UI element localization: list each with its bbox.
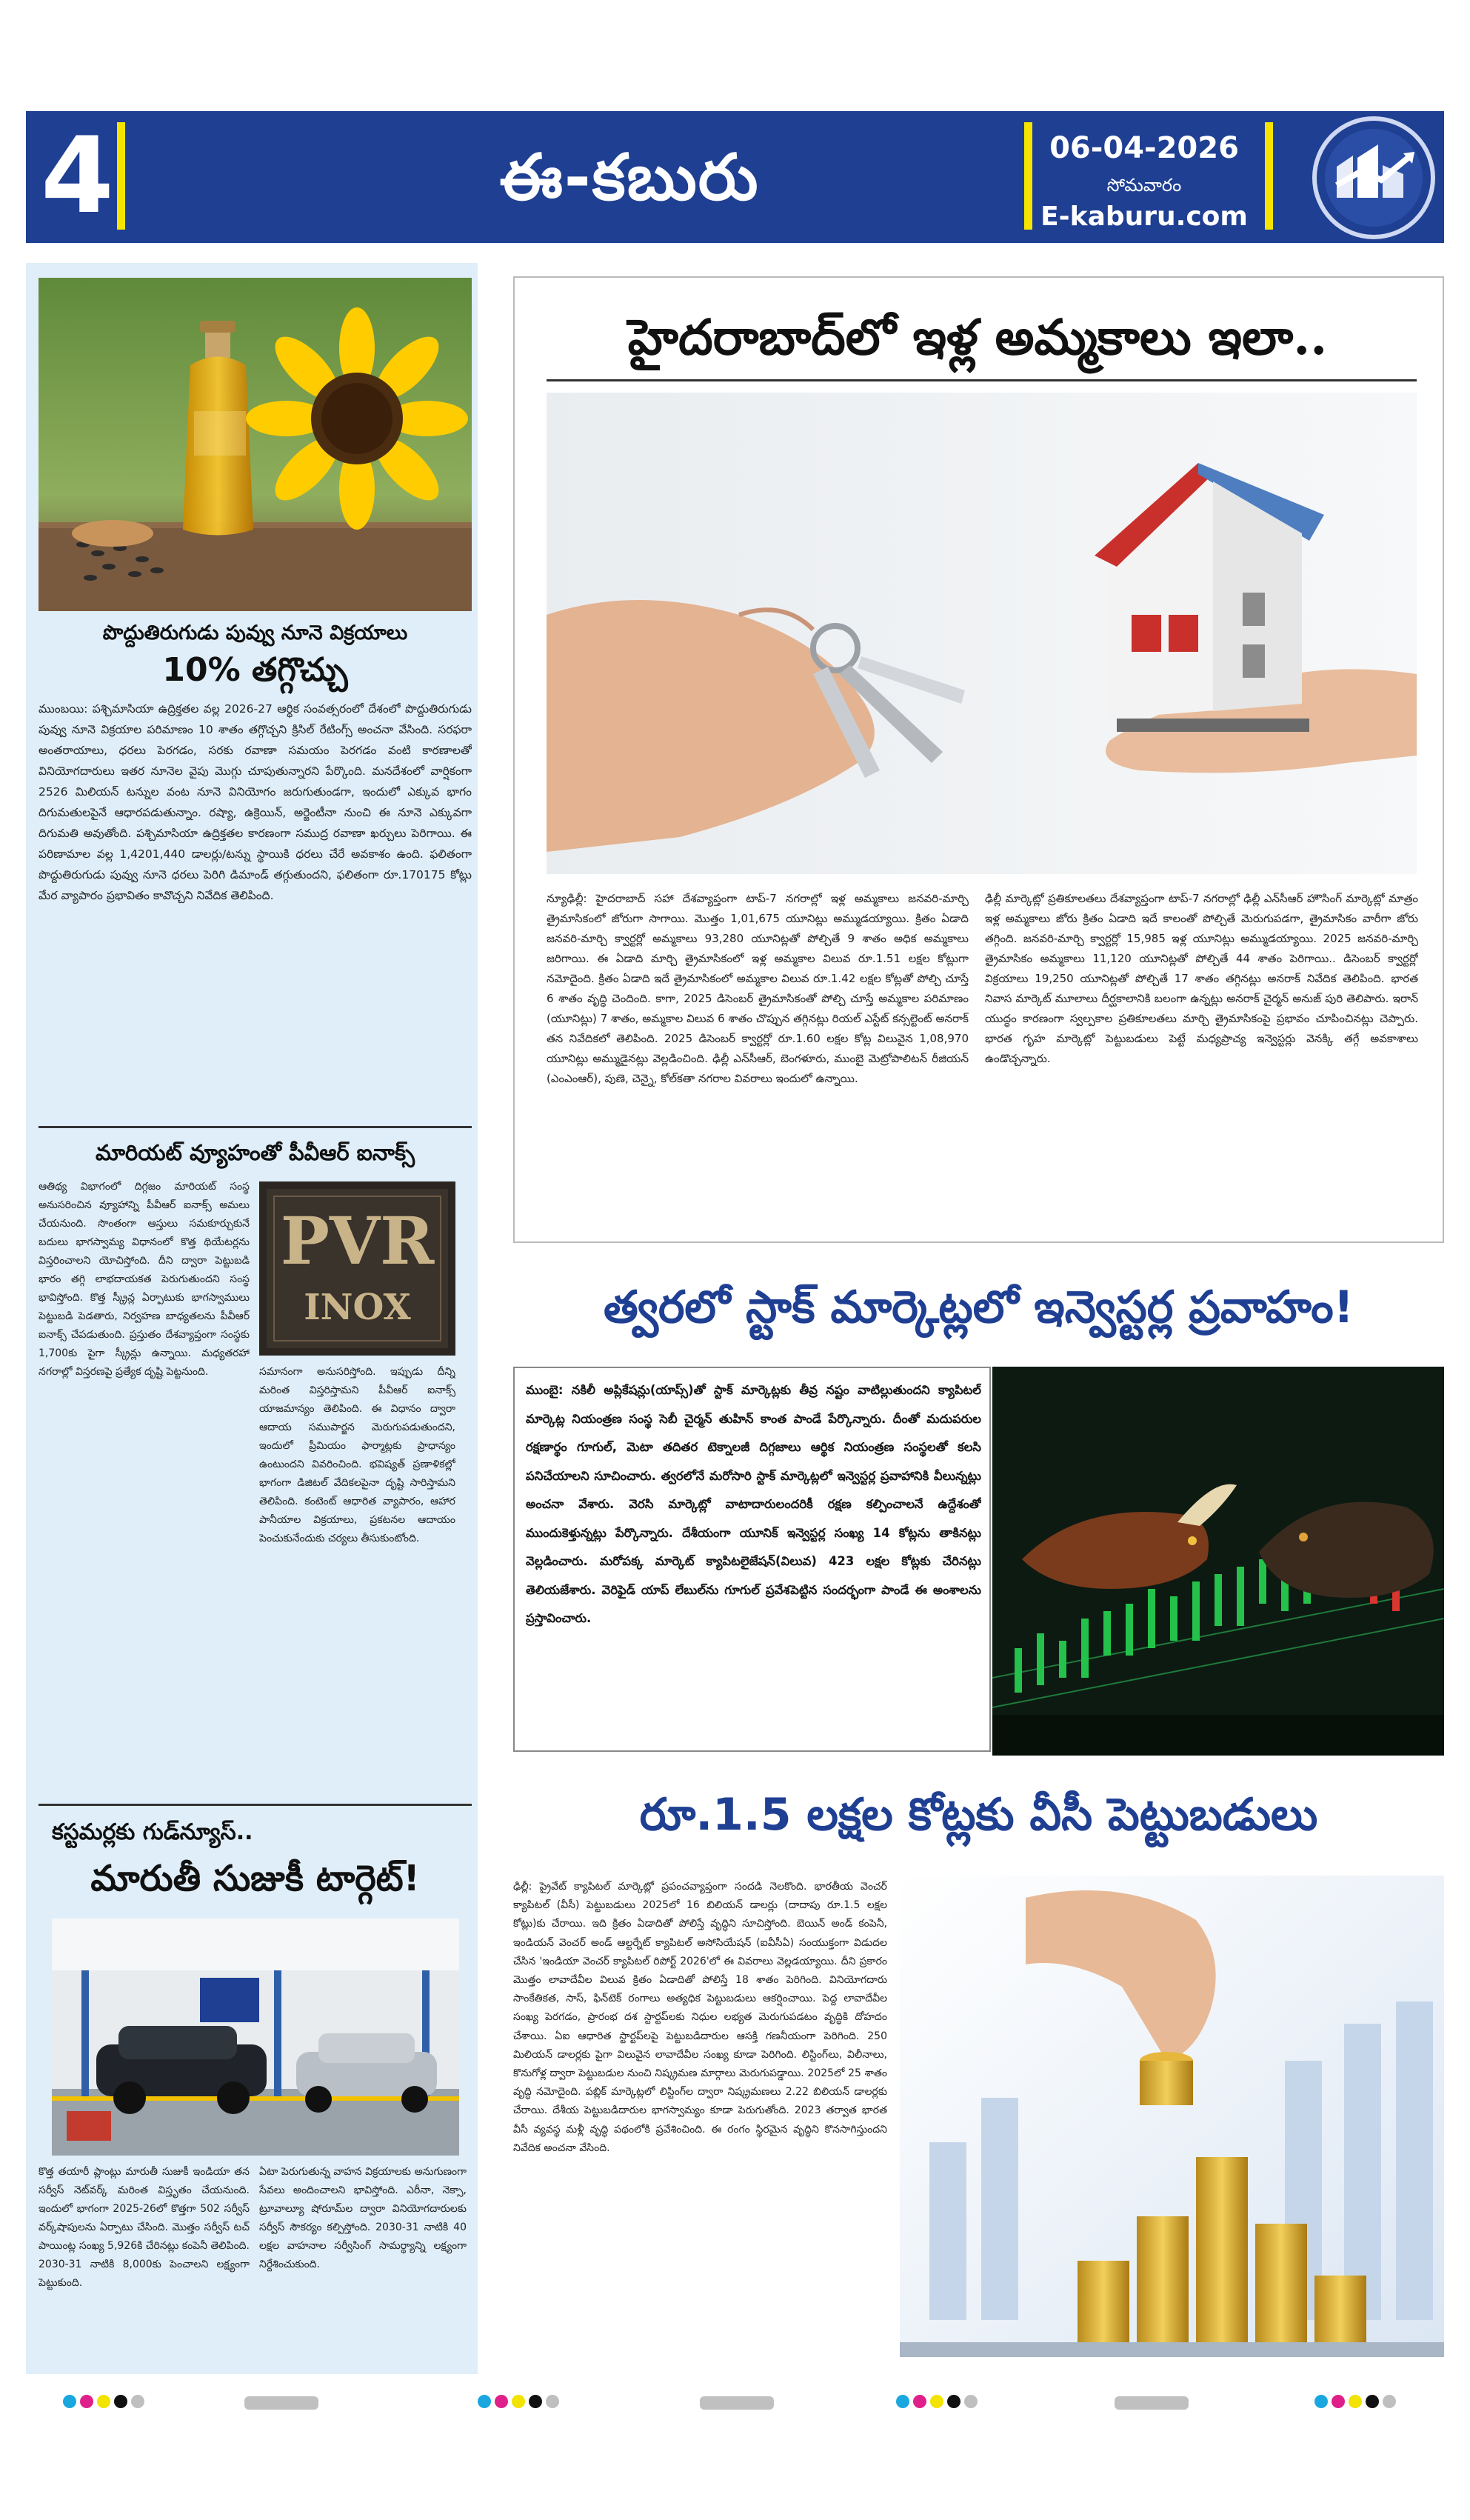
print-mark-magenta [495, 2395, 508, 2408]
print-mark-black [947, 2395, 960, 2408]
maruti-headline: మారుతీ సుజుకీ టార్గెట్! [90, 1858, 420, 1899]
housing-article-body-left: న్యూఢిల్లీ: హైదరాబాద్ సహా దేశవ్యాప్తంగా టాప్-7 నగరాల్లో ఇళ్ల అమ్మకాలు జనవరి-మార్చి త్రైమాసికంలో జోరుగా సాగాయి. మొత్తం 1,01,675 యూనిట్లు అమ్ముడయ్యాయి. క్రితం ఏడాది జనవరి-మార్చి క్వార్టర్లో అమ్మకాలు 93,280 యూనిట్లతో పోల్చితే 9 శాతం అధిక అమ్మకాలు జరిగాయి. ఈ ఏడాది మార్చి త్రైమాసికంలో ఇళ్ల అమ్మకాల విలువ రూ.1.51 లక్షల కోట్లుగా నమోదైంది. క్రితం ఏడాది ఇదే త్రైమాసికంలో అమ్మకాల విలువ రూ.1.42 లక్షల కోట్లతో పోల్చి చూస్తే 6 శాతం వృద్ధి చెందింది. కాగా, 2025 డిసెంబర్ త్రైమాసికంతో పోల్చి చూస్తే అమ్మకాల పరిమాణం (యూనిట్లు) 7 శాతం, అమ్మకాల విలువ 6 శాతం చొప్పున తగ్గినట్లు రియల్ ఎస్టేట్ కన్సల్టెంట్ అనరాక్ తన నివేదికలో తెలిపింది. 2025 డిసెంబర్ క్వార్టర్లో రూ.1.60 లక్షల కోట్ల విలువైన 1,08,970 యూనిట్లు అమ్ముడైనట్లు వెల్లడించింది. ఢిల్లీ ఎన్‌సీఆర్, బెంగళూరు, ముంబై మెట్రోపాలిటన్ రీజియన్ (ఎంఎంఆర్), పుణె, చెన్నై, కోల్‌కతా నగరాల వివరాలు ఇందులో ఉన్నాయి. [547, 892, 969, 1085]
section-rule [39, 1126, 472, 1128]
maruti-article-body-left: కొత్త తయారీ ప్లాంట్లు మారుతీ సుజుకీ ఇండియా తన సర్వీస్ నెట్‌వర్క్ మరింత విస్తృతం చేయనుంది. ఇందులో భాగంగా 2025-26లో కొత్తగా 502 సర్వీస్ వర్క్‌షాపులను ఏర్పాటు చేసింది. మొత్తం సర్వీస్ టచ్ పాయింట్ల సంఖ్య 5,926కి చేరినట్లు కంపెనీ తెలిపింది. 2030-31 నాటికి 8,000కు పెంచాలని లక్ష్యంగా పెట్టుకుంది. [39, 2166, 250, 2289]
oil-article-body: ముంబయి: పశ్చిమాసియా ఉద్రిక్తతల వల్ల 2026-27 ఆర్థిక సంవత్సరంలో దేశంలో పొద్దుతిరుగుడు పువ్వు నూనె విక్రయాల పరిమాణం 10 శాతం తగ్గొచ్చని క్రిసిల్ రేటింగ్స్ అంచనా వేసింది. సరఫరా అంతరాయాలు, ధరలు పెరగడం, సరకు రవాణా సమయం పెరగడం వంటి కారణాలతో వినియోగదారులు ఇతర నూనెల వైపు మొగ్గు చూపుతున్నారని పేర్కొంది. మనదేశంలో వార్షికంగా 2526 మిలియన్ టన్నుల వంట నూనె వినియోగం జరుగుతుండగా, ఇందులో ఎక్కువ భాగం దిగుమతులపైనే ఆధారపడుతున్నాం. రష్యా, ఉక్రెయిన్, అర్జెంటీనా నుంచి ఈ నూనె ఎక్కువగా దిగుమతి అవుతోంది. పశ్చిమాసియా ఉద్రిక్తతల కారణంగా సముద్ర రవాణా ఖర్చులు పెరిగాయి. ఈ పరిణామాల వల్ల 1,4201,440 డాలర్లు/టన్ను స్థాయికి ధరలు చేరే అవకాశం ఉంది. ఫలితంగా పొద్దుతిరుగుడు పువ్వు నూనె ధరలు పెరిగి డిమాండ్ తగ్గుతుందని, ఫలితంగా రూ.170175 కోట్లు మేర వ్యాపారం ప్రభావితం కావొచ్చని నివేదిక తెలిపింది. [39, 702, 472, 902]
pvr-article-body-left: ఆతిథ్య విభాగంలో దిగ్గజం మారియట్ సంస్థ అనుసరించిన వ్యూహాన్ని పీవీఆర్ ఐనాక్స్ అమలు చేయనుంది. సొంతంగా ఆస్తులు సమకూర్చుకునే బదులు భాగస్వామ్య విధానంలో కొత్త థియేటర్లను విస్తరించాలని యోచిస్తోంది. దీని ద్వారా పెట్టుబడి భారం తగ్గి లాభదాయకత పెరుగుతుందని సంస్థ భావిస్తోంది. కొత్త స్క్రీన్ల ఏర్పాటుకు భాగస్వాములు పెట్టుబడి పెడతారు, నిర్వహణ బాధ్యతలను పీవీఆర్ ఐనాక్స్ చేపడుతుంది. ప్రస్తుతం దేశవ్యాప్తంగా సంస్థకు 1,700కు పైగా స్క్రీన్లు ఉన్నాయి. మధ్యతరహా నగరాల్లో విస్తరణపై ప్రత్యేక దృష్టి పెట్టనుంది. [39, 1181, 250, 1378]
divider [117, 122, 125, 230]
divider [1024, 122, 1032, 230]
print-mark-bar [244, 2396, 318, 2410]
stock-article-body: ముంబై: నకిలీ అప్లికేషన్లు(యాప్స్)తో స్టాక్ మార్కెట్లకు తీవ్ర నష్టం వాటిల్లుతుందని క్యాపిటల్ మార్కెట్ల నియంత్రణ సంస్థ సెబీ చైర్మన్ తుహిన్ కాంత పాండే పేర్కొన్నారు. దీంతో మదుపరుల రక్షణార్థం గూగుల్, మెటా తదితర టెక్నాలజీ దిగ్గజాలు ఆర్థిక నియంత్రణ సంస్థలతో కలసి పనిచేయాలని సూచించారు. త్వరలోనే మరోసారి స్టాక్ మార్కెట్లలో ఇన్వెస్టర్ల ప్రవాహానికి వీలున్నట్లు అంచనా వేశారు. వెరసి మార్కెట్లో వాటాదారులందరికీ రక్షణ కల్పించాలనే ఉద్దేశంతో ముందుకెళ్తున్నట్లు పేర్కొన్నారు. దేశీయంగా యూనిక్ ఇన్వెస్టర్ల సంఖ్య 14 కోట్లను తాకినట్లు వెల్లడించారు. మరోపక్క మార్కెట్ క్యాపిటలైజేషన్(విలువ) 423 లక్షల కోట్లకు చేరినట్లు తెలియజేశారు. వెరిఫైడ్ యాప్ లేబుల్‌ను గూగుల్ ప్రవేశపెట్టిన సందర్భంగా పాండే ఈ అంశాలను ప్రస్తావించారు. [526, 1383, 981, 1625]
pvr-logo-text: PVR [280, 1202, 435, 1279]
brand-logo-icon [1307, 115, 1440, 241]
page-number: 4 [41, 115, 114, 237]
print-mark-bar [1115, 2396, 1189, 2410]
newspaper-brand: ఈ-కబురు [499, 141, 760, 215]
maruti-subheadline: కస్టమర్లకు గుడ్‌న్యూస్.. [52, 1819, 253, 1845]
house-keys-photo [547, 393, 1417, 874]
vc-article-body: ఢిల్లీ: ప్రైవేట్ క్యాపిటల్ మార్కెట్లో ప్రపంచవ్యాప్తంగా సందడి నెలకొంది. భారతీయ వెంచర్ క్యాపిటల్ (వీసీ) పెట్టుబడులు 2025లో 16 బిలియన్ డాలర్లు (దాదాపు రూ.1.5 లక్షల కోట్లు)కు చేరాయి. ఇది క్రితం ఏడాదితో పోలిస్తే వృద్ధిని సూచిస్తోంది. బెయిన్ అండ్ కంపెనీ, ఇండియన్ వెంచర్ అండ్ ఆల్టర్నేట్ క్యాపిటల్ అసోసియేషన్ (ఐవీసీఏ) సంయుక్తంగా విడుదల చేసిన 'ఇండియా వెంచర్ క్యాపిటల్ రిపోర్ట్ 2026'లో ఈ వివరాలు వెల్లడయ్యాయి. దీని ప్రకారం మొత్తం లావాదేవీల విలువ క్రితం ఏడాదితో పోలిస్తే 18 శాతం పెరిగింది. వినియోగదారు సాంకేతికత, సాస్, ఫిన్‌టెక్ రంగాలు అత్యధిక పెట్టుబడులు ఆకర్షించాయి. పెద్ద లావాదేవీల సంఖ్య పెరగడం, ప్రారంభ దశ స్టార్టప్‌లకు నిధుల లభ్యత మెరుగుపడటం వృద్ధికి దోహదం చేశాయి. ఏఐ ఆధారిత స్టార్టప్‌లపై పెట్టుబడిదారుల ఆసక్తి గణనీయంగా పెరిగింది. 250 మిలియన్ డాలర్లకు పైగా విలువైన లావాదేవీల సంఖ్య కూడా పెరిగింది. లిస్టింగ్‌లు, విలీనాలు, కొనుగోళ్ల ద్వారా పెట్టుబడుల నుంచి నిష్క్రమణ మార్గాలు మెరుగుపడ్డాయి. 2025లో 25 శాతం వృద్ధి నమోదైంది. పబ్లిక్ మార్కెట్లలో లిస్టింగ్‌ల ద్వారా నిష్క్రమణలు 2.22 బిలియన్ డాలర్లకు చేరాయి. దేశీయ పెట్టుబడిదారుల భాగస్వామ్యం కూడా పెరుగుతోంది. 2023 తర్వాత భారత వీసీ వ్యవస్థ మళ్లీ వృద్ధి పథంలోకి ప్రవేశించింది. ఈ రంగం స్థిరమైన వృద్ధిని కొనసాగిస్తుందని నివేదిక అంచనా వేసింది. [513, 1881, 887, 2154]
issue-date: 06-04-2026 [1049, 131, 1239, 165]
vc-headline: రూ.1.5 లక్షల కోట్లకు వీసీ పెట్టుబడులు [639, 1789, 1318, 1841]
car-service-workshop-photo [52, 1919, 459, 2156]
print-mark-bar [700, 2396, 774, 2410]
stock-headline: త్వరలో స్టాక్ మార్కెట్లలో ఇన్వెస్టర్ల ప్రవాహం! [603, 1281, 1354, 1333]
print-mark-cyan [478, 2395, 491, 2408]
print-mark-yellow [1349, 2395, 1362, 2408]
print-mark-grey [131, 2395, 144, 2408]
print-mark-black [1366, 2395, 1379, 2408]
print-mark-cyan [896, 2395, 909, 2408]
headline-underline [547, 379, 1417, 381]
pvr-headline: మారియట్ వ్యూహంతో పీవీఆర్ ఐనాక్స్ [96, 1140, 415, 1165]
print-mark-magenta [913, 2395, 926, 2408]
print-mark-black [114, 2395, 127, 2408]
housing-article-body-right: ఢిల్లీ మార్కెట్లో ప్రతికూలతలు దేశవ్యాప్తంగా టాప్-7 నగరాల్లో ఢిల్లీ ఎన్‌సీఆర్ హౌసింగ్ మార్కెట్లో మాత్రం ఇళ్ల అమ్మకాలు జోరు క్రితం ఏడాది ఇదే కాలంతో పోల్చితే మెరుగుపడగా, త్రైమాసికం వారీగా జోరు తగ్గింది. జనవరి-మార్చి క్వార్టర్లో 15,985 ఇళ్ల యూనిట్లు అమ్ముడయ్యాయి. 2025 జనవరి-మార్చి త్రైమాసికం అమ్మకాలు 11,120 యూనిట్లతో పోల్చితే 44 శాతం పెరిగాయి.. డిసెంబర్ క్వార్టర్లో విక్రయాలు 19,250 యూనిట్లతో పోల్చితే 17 శాతం తగ్గినట్లు అనరాక్ నివేదిక తెలిపింది. భారత నివాస మార్కెట్ మూలాలు దీర్ఘకాలానికి బలంగా ఉన్నట్లు అనరాక్ చైర్మన్ అనుజ్ పురి తెలిపారు. ఇరాన్ యుద్ధం కారణంగా స్వల్పకాల ప్రతికూలతలు మార్చి త్రైమాసికంపై ప్రభావం చూపించినట్లు చెప్పారు. భారత గృహ మార్కెట్లో పెట్టుబడులు పెట్టే మధ్యప్రాచ్య ఇన్వెస్టర్లు వెనక్కి తగ్గే అవకాశాలు ఉండొచ్చన్నారు. [985, 892, 1418, 1065]
print-mark-grey [1383, 2395, 1396, 2408]
oil-headline: 10% తగ్గొచ్చు [162, 651, 348, 689]
print-mark-grey [546, 2395, 559, 2408]
oil-subheadline: పొద్దుతిరుగుడు పువ్వు నూనె విక్రయాలు [102, 621, 408, 644]
coin-stacks-photo [900, 1876, 1444, 2357]
maruti-article-body-right: ఏటా పెరుగుతున్న వాహన విక్రయాలకు అనుగుణంగా సేవలు అందించాలని భావిస్తోంది. ఎరీనా, నెక్సా, ట్రూవాల్యూ షోరూమ్‌ల ద్వారా వినియోగదారులకు సర్వీస్ సౌకర్యం కల్పిస్తోంది. 2030-31 నాటికి 40 లక్షల వాహనాల సర్వీసింగ్ సామర్థ్యాన్ని లక్ష్యంగా నిర్దేశించుకుంది. [259, 2166, 467, 2270]
print-mark-cyan [63, 2395, 76, 2408]
inox-logo-text: INOX [304, 1287, 411, 1328]
pvr-inox-logo-photo [259, 1181, 455, 1356]
housing-headline: హైదరాబాద్‌లో ఇళ్ల అమ్మకాలు ఇలా.. [627, 308, 1328, 366]
divider [1265, 122, 1273, 230]
section-rule [39, 1804, 472, 1806]
print-mark-magenta [1332, 2395, 1345, 2408]
sunflower-oil-photo [39, 278, 472, 611]
issue-day: సోమవారం [1106, 175, 1182, 196]
print-mark-yellow [97, 2395, 110, 2408]
print-mark-cyan [1314, 2395, 1328, 2408]
print-mark-black [529, 2395, 542, 2408]
print-mark-yellow [512, 2395, 525, 2408]
print-mark-yellow [930, 2395, 943, 2408]
print-mark-grey [964, 2395, 978, 2408]
pvr-article-body-right: సమానంగా అనుసరిస్తోంది. ఇప్పుడు దీన్ని మరింత విస్తరిస్తామని పీవీఆర్ ఐనాక్స్ యాజమాన్యం తెలిపింది. ఈ విధానం ద్వారా ఆదాయ సముపార్జన మెరుగుపడుతుందని, ఇందులో ప్రీమియం ఫార్మాట్లకు ప్రాధాన్యం ఉంటుందని వివరించింది. భవిష్యత్ ప్రణాళికల్లో భాగంగా డిజిటల్ వేదికలపైనా దృష్టి సారిస్తామని తెలిపింది. కంటెంట్ ఆధారిత వ్యాపారం, ఆహార పానీయాల విక్రయాలు, ప్రకటనల ఆదాయం పెంచుకునేందుకు చర్యలు తీసుకుంటోంది. [259, 1366, 455, 1544]
bull-bear-market-photo [992, 1367, 1444, 1756]
print-mark-magenta [80, 2395, 93, 2408]
website-link[interactable]: E-kaburu.com [1040, 201, 1248, 232]
